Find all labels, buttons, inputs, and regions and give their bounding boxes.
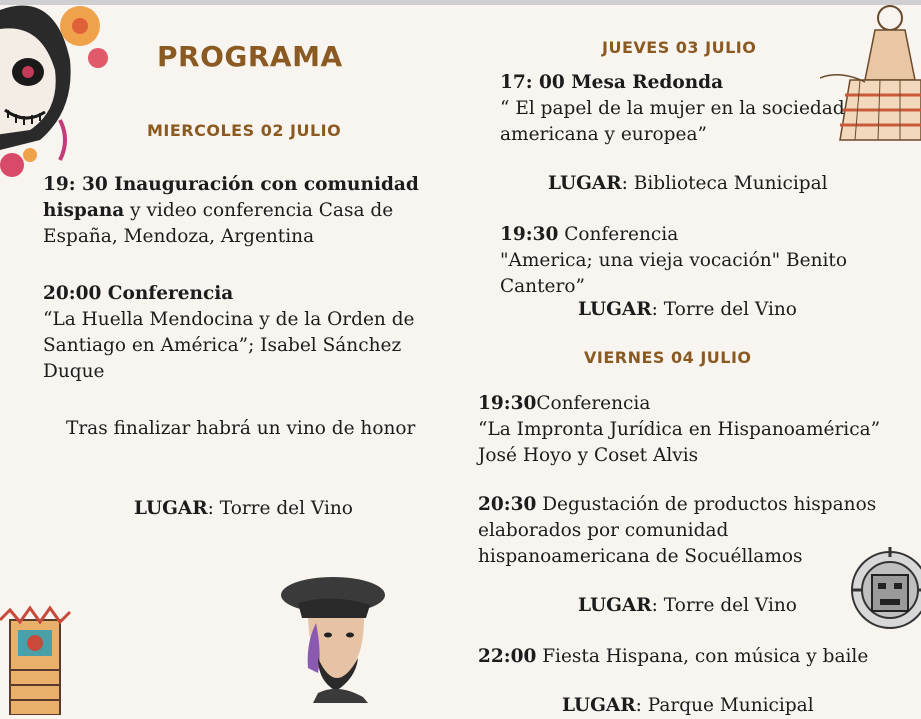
event-description: “ El papel de la mujer en la sociedad americana y europea” xyxy=(500,98,845,145)
event-description: “La Impronta Jurídica en Hispanoamérica” José Hoyo y Coset Alvis xyxy=(478,419,881,466)
event-time-title: 19: 30 Inauguración con comunidad hispana xyxy=(43,174,419,221)
event-description: Degustación de productos hispanos elaborados por comunidad hispanoamericana de Socuéllamos xyxy=(478,494,877,567)
event-kind: Conferencia xyxy=(536,393,651,414)
note-wine: Tras finalizar habrá un vino de honor xyxy=(66,418,416,439)
venue-park xyxy=(562,693,814,719)
event-conference-2 xyxy=(500,222,860,300)
event-time: 19:30 xyxy=(478,393,537,414)
event-description: y video conferencia Casa de España, Mendoza, Argentina xyxy=(43,200,394,247)
event-description: “La Huella Mendocina y de la Orden de Santiago en América”; Isabel Sánchez Duque xyxy=(43,309,415,382)
top-border xyxy=(0,0,921,5)
event-time-title: 20:00 Conferencia xyxy=(43,283,234,304)
event-tasting xyxy=(478,492,893,570)
catrina-skull-icon xyxy=(0,0,110,190)
event-fiesta xyxy=(478,644,868,670)
venue-value: : Parque Municipal xyxy=(635,695,814,716)
venue-value: : Biblioteca Municipal xyxy=(621,173,828,194)
venue-label: LUGAR xyxy=(562,695,636,716)
aztec-figure-icon xyxy=(0,600,75,715)
venue-torre-2 xyxy=(578,593,797,619)
event-time: 22:00 xyxy=(478,646,537,667)
venue-torre-1 xyxy=(578,297,797,323)
event-description: Fiesta Hispana, con música y baile xyxy=(536,646,869,667)
event-conference-3 xyxy=(478,391,898,469)
event-time: 20:30 xyxy=(478,494,537,515)
event-round-table xyxy=(500,70,850,148)
day-heading-thursday: JUEVES 03 JULIO xyxy=(602,38,757,57)
venue-label: LUGAR xyxy=(548,173,622,194)
event-inauguration xyxy=(43,172,443,250)
venue-label: LUGAR xyxy=(578,299,652,320)
venue-library xyxy=(548,171,828,197)
venue-left xyxy=(134,496,353,522)
event-kind: Conferencia xyxy=(558,224,679,245)
event-time: 19:30 xyxy=(500,224,559,245)
venue-label: LUGAR xyxy=(134,498,208,519)
event-time-title: 17: 00 Mesa Redonda xyxy=(500,72,724,93)
day-heading-wednesday: MIERCOLES 02 JULIO xyxy=(147,121,342,140)
venue-value: : Torre del Vino xyxy=(651,299,797,320)
venue-label: LUGAR xyxy=(578,595,652,616)
event-conference-1 xyxy=(43,281,453,385)
page-title: PROGRAMA xyxy=(157,40,343,73)
conquistador-portrait-icon xyxy=(278,573,390,703)
venue-value: : Torre del Vino xyxy=(207,498,353,519)
venue-value: : Torre del Vino xyxy=(651,595,797,616)
day-heading-friday: VIERNES 04 JULIO xyxy=(584,348,752,367)
event-description: "America; una vieja vocación" Benito Cantero” xyxy=(500,250,847,297)
